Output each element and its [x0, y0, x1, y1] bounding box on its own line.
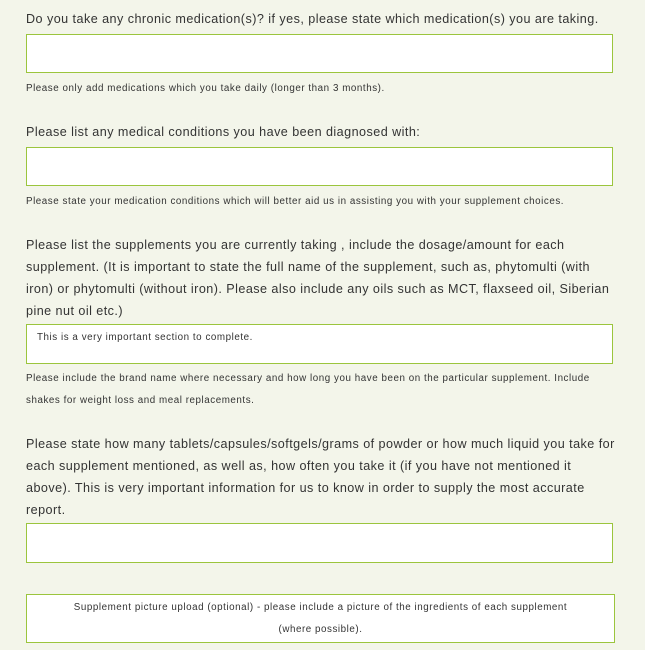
supplement-picture-upload-label: Supplement picture upload (optional) - please include a picture of the ingredients of each supplement (where possible).: [73, 602, 568, 635]
dosage-input[interactable]: [26, 523, 613, 563]
supplements-question-label: Please list the supplements you are currently taking , include the dosage/amount for each supplement. (It is important to state the full name of the supplement, such as, phytomulti (with iron) or phytomulti (without iron). Please also include any oils such as MCT, flaxseed oil, Siberian pine nut oil etc.): [26, 238, 610, 318]
supplement-picture-upload[interactable]: [26, 594, 615, 643]
medication-input-value: [27, 35, 612, 41]
supplements-hint: Please include the brand name where necessary and how long you have been on the particular supplement. Include shakes for weight loss and meal replacements.: [26, 373, 590, 406]
supplements-input-value: This is a very important section to complete.: [37, 332, 253, 343]
medication-hint: Please only add medications which you take daily (longer than 3 months).: [26, 83, 385, 94]
dosage-question-label: Please state how many tablets/capsules/softgels/grams of powder or how much liquid you take for each supplement mentioned, as well as, how often you take it (if you have not mentioned it above). This is very important information for us to know in order to supply the most accurate report.: [26, 437, 615, 517]
supplements-input[interactable]: [26, 324, 613, 364]
medication-question-label: Do you take any chronic medication(s)? if yes, please state which medication(s) you are taking.: [26, 12, 599, 26]
medical-conditions-input-value: [27, 148, 612, 154]
dosage-input-value: [27, 524, 612, 530]
medical-conditions-input[interactable]: [26, 147, 613, 186]
medication-input[interactable]: [26, 34, 613, 73]
medical-conditions-question-label: Please list any medical conditions you have been diagnosed with:: [26, 125, 421, 139]
medical-conditions-hint: Please state your medication conditions which will better aid us in assisting you with your supplement choices.: [26, 196, 565, 207]
